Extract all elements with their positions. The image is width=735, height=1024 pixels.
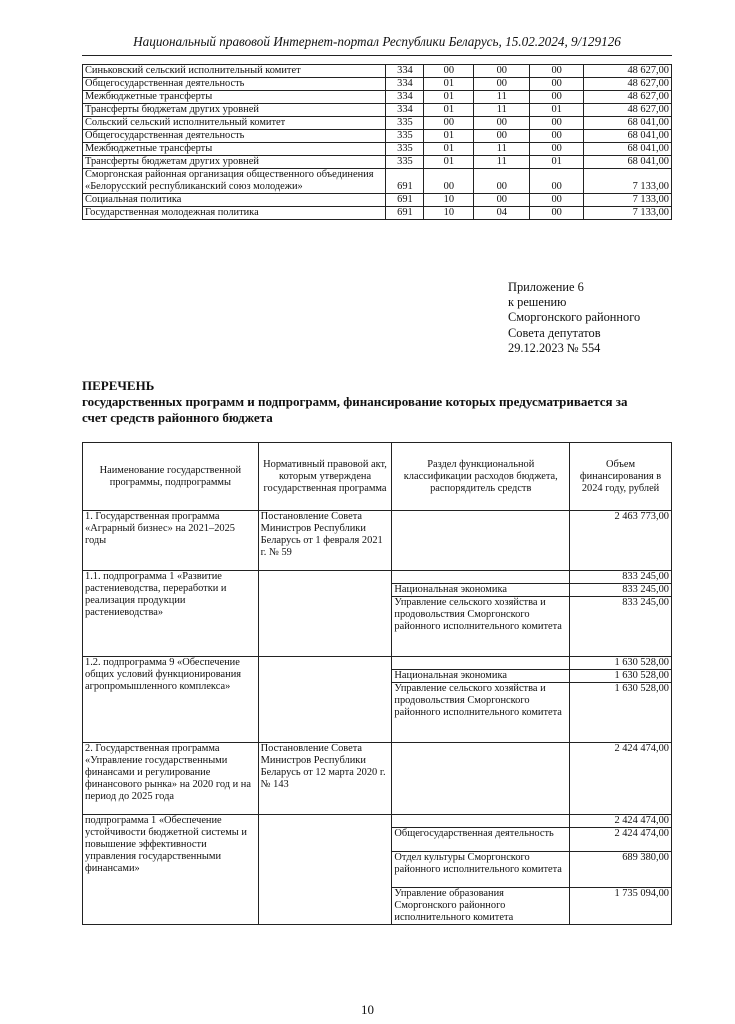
- cell-c2: 01: [424, 104, 474, 117]
- cell-c2: 10: [424, 194, 474, 207]
- cell-c1: 691: [386, 194, 424, 207]
- cell-c4: 01: [530, 104, 584, 117]
- col-header-amount: Объем финансирования в 2024 году, рублей: [570, 443, 672, 511]
- table-row: [83, 194, 672, 207]
- cell-c1: 691: [386, 207, 424, 220]
- cell-name: Межбюджетные трансферты: [83, 91, 386, 104]
- cell-amount: 48 627,00: [584, 104, 672, 117]
- cell-c2: 00: [424, 65, 474, 78]
- cell-amount: 48 627,00: [584, 65, 672, 78]
- table-row: Управление образования Сморгонского районного исполнительного комитета 1 735 094,00: [83, 888, 672, 925]
- cell-name: Социальная политика: [83, 194, 386, 207]
- cell-c2: 01: [424, 156, 474, 169]
- cell-c3: 00: [474, 78, 530, 91]
- table-row: подпрограмма 1 «Обеспечение устойчивости бюджетной системы и повышение эффективности управления государственными финансами» 2 424 474,00: [83, 815, 672, 828]
- cell-c4: 01: [530, 156, 584, 169]
- cell-name: Государственная молодежная политика: [83, 207, 386, 220]
- table-row: Национальная экономика 1 630 528,00: [83, 670, 672, 683]
- program-table: [82, 442, 672, 925]
- table-row: Отдел культуры Сморгонского районного исполнительного комитета 689 380,00: [83, 852, 672, 888]
- cell-c1: 691: [386, 169, 424, 194]
- cell-name: Трансферты бюджетам других уровней: [83, 104, 386, 117]
- cell-amount: 7 133,00: [584, 194, 672, 207]
- cell-name: Трансферты бюджетам других уровней: [83, 156, 386, 169]
- budget-table: [82, 64, 672, 220]
- cell-c1: 335: [386, 117, 424, 130]
- document-header: Национальный правовой Интернет-портал Республики Беларусь, 15.02.2024, 9/129126: [133, 34, 621, 49]
- cell-c1: 335: [386, 143, 424, 156]
- cell-c1: 334: [386, 65, 424, 78]
- col-header-act: Нормативный правовой акт, которым утверждена государственная программа: [258, 443, 392, 511]
- table-row: Национальная экономика 833 245,00: [83, 584, 672, 597]
- cell-c4: 00: [530, 65, 584, 78]
- table-row: 1.2. подпрограмма 9 «Обеспечение общих условий функционирования агропромышленного комплекса» 1 630 528,00: [83, 657, 672, 670]
- cell-name: Сольский сельский исполнительный комитет: [83, 117, 386, 130]
- appendix-note: Приложение 6 к решению Сморгонского районного Совета депутатов 29.12.2023 № 554: [508, 280, 641, 355]
- cell-amount: 48 627,00: [584, 91, 672, 104]
- col-header-section: Раздел функциональной классификации расходов бюджета, распорядитель средств: [392, 443, 570, 511]
- cell-c1: 335: [386, 130, 424, 143]
- table-row: Управление сельского хозяйства и продовольствия Сморгонского районного исполнительного комитета 833 245,00: [83, 597, 672, 657]
- cell-c3: 00: [474, 194, 530, 207]
- cell-c4: 00: [530, 143, 584, 156]
- cell-c3: 00: [474, 130, 530, 143]
- cell-c4: 00: [530, 91, 584, 104]
- cell-c4: 00: [530, 169, 584, 194]
- table-row: Общегосударственная деятельность 2 424 474,00: [83, 828, 672, 852]
- cell-c3: 00: [474, 117, 530, 130]
- table-row: [83, 78, 672, 91]
- cell-c3: 11: [474, 91, 530, 104]
- cell-name: Общегосударственная деятельность: [83, 130, 386, 143]
- table-row: [83, 91, 672, 104]
- table-row: [83, 207, 672, 220]
- cell-c4: 00: [530, 78, 584, 91]
- cell-c3: 11: [474, 104, 530, 117]
- cell-amount: 68 041,00: [584, 156, 672, 169]
- cell-amount: 68 041,00: [584, 143, 672, 156]
- table-row: [83, 169, 672, 194]
- table-header-row: [83, 443, 672, 511]
- cell-c4: 00: [530, 194, 584, 207]
- cell-c2: 00: [424, 117, 474, 130]
- cell-c2: 01: [424, 130, 474, 143]
- table-row: [83, 130, 672, 143]
- table-row: [83, 117, 672, 130]
- cell-name: Общегосударственная деятельность: [83, 78, 386, 91]
- table-row: Управление сельского хозяйства и продовольствия Сморгонского районного исполнительного комитета 1 630 528,00: [83, 683, 672, 743]
- cell-c1: 334: [386, 78, 424, 91]
- cell-c4: 00: [530, 117, 584, 130]
- cell-name: Синьковский сельский исполнительный комитет: [83, 65, 386, 78]
- cell-c4: 00: [530, 207, 584, 220]
- cell-c4: 00: [530, 130, 584, 143]
- cell-c2: 01: [424, 91, 474, 104]
- cell-c2: 01: [424, 78, 474, 91]
- table-row: [83, 143, 672, 156]
- cell-c1: 334: [386, 91, 424, 104]
- cell-name: Сморгонская районная организация общественного объединения «Белорусский республиканский союз молодежи»: [83, 169, 386, 194]
- table-row: 2. Государственная программа «Управление государственными финансами и регулирование финансового рынка» на 2020 год и на период до 2025 года Постановление Совета Министров Республики Беларусь от 12 марта 2020 г. № 143 2 424 474,00: [83, 743, 672, 815]
- cell-c2: 10: [424, 207, 474, 220]
- table-row: 1. Государственная программа «Аграрный бизнес» на 2021–2025 годы Постановление Совета Министров Республики Беларусь от 1 февраля 2021 г. № 59 2 463 773,00: [83, 511, 672, 571]
- cell-amount: 68 041,00: [584, 117, 672, 130]
- cell-c3: 04: [474, 207, 530, 220]
- cell-c3: 11: [474, 143, 530, 156]
- cell-amount: 7 133,00: [584, 169, 672, 194]
- cell-amount: 48 627,00: [584, 78, 672, 91]
- perechen-title: ПЕРЕЧЕНЬ государственных программ и подпрограмм, финансирование которых предусматривается за счет средств районного бюджета: [82, 378, 628, 425]
- cell-c1: 335: [386, 156, 424, 169]
- cell-c3: 11: [474, 156, 530, 169]
- page-number: 10: [361, 1002, 374, 1017]
- table-row: [83, 65, 672, 78]
- cell-name: Межбюджетные трансферты: [83, 143, 386, 156]
- cell-c3: 00: [474, 169, 530, 194]
- table-row: [83, 104, 672, 117]
- cell-amount: 7 133,00: [584, 207, 672, 220]
- cell-c3: 00: [474, 65, 530, 78]
- cell-c2: 01: [424, 143, 474, 156]
- cell-c2: 00: [424, 169, 474, 194]
- header-rule: [82, 55, 672, 56]
- table-row: 1.1. подпрограмма 1 «Развитие растениеводства, переработки и реализация продукции растениеводства» 833 245,00: [83, 571, 672, 584]
- cell-amount: 68 041,00: [584, 130, 672, 143]
- cell-c1: 334: [386, 104, 424, 117]
- table-row: [83, 156, 672, 169]
- col-header-name: Наименование государственной программы, подпрограммы: [83, 443, 259, 511]
